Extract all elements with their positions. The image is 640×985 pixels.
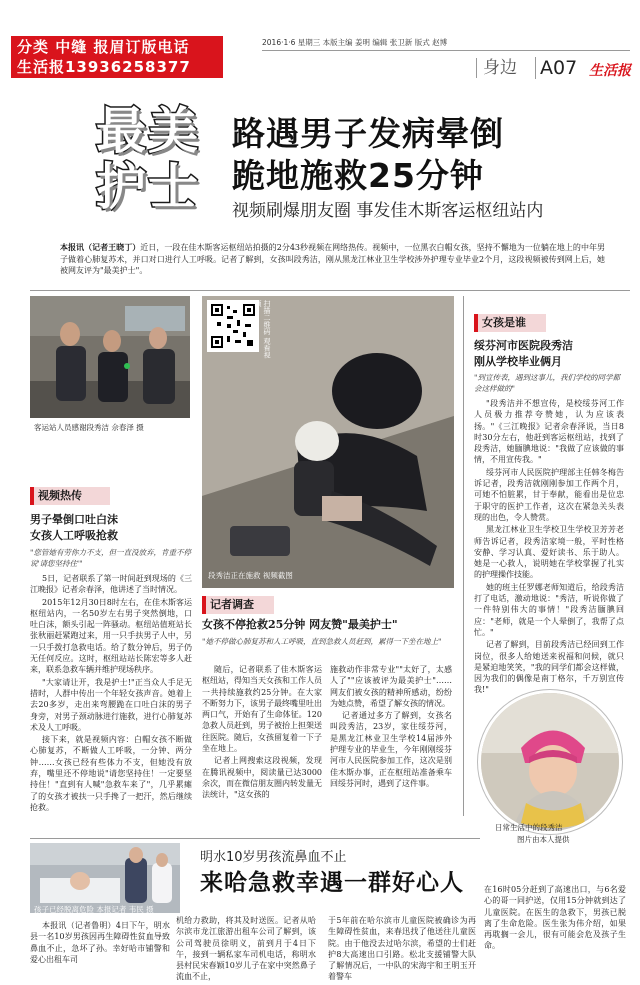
reporter-tag: 记者调查 [202, 596, 274, 614]
stamp-text: 最美护士 [96, 101, 200, 216]
nurse-portrait [478, 690, 622, 834]
ad-line-1: 分类 中缝 报眉订版电话 [17, 38, 190, 56]
video-paragraph: 接下来，就是视频内容：白帽女孩不断做心肺复苏，不断做人工呼吸，一分钟、两分钟……女孩已经有些体力不支，但她没有放弃，嘴里还不停地说"请您坚持住！一定要坚持住！"直到有人喊"急救车来了"，几乎累瘫了的女孩才被扶一只手搀了一把汗，然后继续抢救。 [30, 735, 192, 812]
bottom-headline: 来哈急救幸遇一群好心人 [200, 870, 464, 896]
section-name: 身边 [476, 58, 517, 78]
masthead-rule [262, 50, 630, 51]
bottom-paragraph: 在16时05分赶到了高速出口，与6名爱心的哥一同护送，仅用15分钟就到达了儿童医院。在医生的急救下，男孩已脱离了生命危险。医生张为伟介绍，如果再耽搁一会儿，很有可能会危及孩子生命。 [484, 885, 626, 951]
video-paragraph: 5日，记者联系了第一时间赶到现场的《三江晚报》记者佘春泽，他讲述了当时情况。 [30, 574, 192, 595]
qr-code[interactable] [207, 300, 259, 352]
right-column-divider [463, 296, 464, 816]
girl-title-1: 绥芬河市医院段秀洁 [474, 339, 573, 352]
intro-text: 近日，一段在佳木斯客运枢纽站拍摄的2分43秒视频在网络热传。视频中，一位黑衣白帽女孩，坚持不懈地为一位躺在地上的中年男子做着心肺复苏术，并口对口进行人工呼吸。记者了解到，女孩叫段秀洁，刚从黑龙江林业卫生学校涉外护理专业毕业2个月，这段视频被传到网上后，她被网友评为"最美护士"。 [60, 243, 606, 275]
girl-paragraph: 她的班主任罗娜老师知道后，给段秀洁打了电话，激动地说："秀洁，听说你做了一件特别伟大的事情！"段秀洁腼腆回应："老师，就是一个人晕倒了，我帮了点忙。" [474, 582, 624, 637]
bottom-kicker: 明水10岁男孩流鼻血不止 [200, 850, 347, 865]
qr-code-icon [209, 302, 257, 350]
center-photo-caption: 段秀洁正在施救 视频截图 [208, 571, 293, 580]
girl-title-2: 刚从学校毕业俩月 [474, 355, 562, 368]
girl-paragraph: 记者了解到，目前段秀洁已经回到工作岗位，很多人给她送来祝福和问候，就只是紧迫地笑笑，"我的同学们都会这样做，因为我们的偶像是南丁格尔，千万别宣传我!" [474, 640, 624, 695]
reporter-title: 女孩不停抢救25分钟 网友赞"最美护士" [202, 618, 398, 631]
reporter-col-2 [330, 664, 452, 790]
video-title-1: 男子晕倒口吐白沫 [30, 513, 118, 526]
issue-info: 2016·1·6 星期三 本版主编 姜明 编辑 张卫新 版式 赵博 [262, 38, 448, 47]
girl-paragraph: 黑龙江林业卫生学校卫生学校卫芳芳老师告诉记者，段秀洁家境一般，平时性格安静、学习认真、爱好读书、乐于助人。她是一心救人，说明她在学校掌握了扎实的护理操作技能。 [474, 525, 624, 580]
girl-tag: 女孩是谁 [474, 314, 546, 332]
bottom-story-rule [30, 838, 480, 839]
girl-quote: "到宣传表，遇到这事儿，我们学校的同学都会这样做的" [474, 373, 620, 393]
video-body [30, 573, 192, 814]
video-tag: 视频热传 [30, 487, 110, 505]
portrait-caption-2: 图片由本人提供 [517, 835, 570, 844]
most-beautiful-nurse-stamp [88, 103, 216, 227]
bottom-paragraph: 本报讯（记者鲁明）4日下午，明水县一名10岁男孩因再生障碍性贫血导致鼻血不止，急坏了孙。幸好哈市铺警和爱心出租车司 [30, 921, 170, 964]
headline-line-2: 跪地施救25分钟 [232, 156, 484, 195]
bottom-paragraph: 机给力救助，将其及时送医。记者从哈尔滨市龙江旅游出租车公司了解到，该公司驾驶员徐明义，前到月于4日下午，接到一辆私家车司机电话，称明水县村民宋春颖10岁儿子在家中突然鼻子流血不止， [176, 916, 316, 982]
bottom-paragraph: 于5年前在哈尔滨市儿童医院被确诊为再生障碍性贫血，来春迅找了他送往儿童医院。由于他没去过哈尔滨，希望的士们赶护8大高速出口引路。松北支援铺警大队了解情况后，一中队的宋海宇和王明玉开着警车 [328, 916, 476, 982]
reporter-quote: "她不停做心肺复苏和人工呼吸，直到急救人员赶到，累得一下坐在地上" [202, 637, 442, 646]
bottom-col-2 [176, 915, 316, 984]
bottom-col-1 [30, 920, 170, 966]
intro-byline: 本报讯（记者王晓丁） [60, 242, 141, 252]
reporter-paragraph: 施救动作非常专业""太好了，太感人了""应该被评为最美护士"……网友们被女孩的精神所感动，纷纷为她点赞，希望了解女孩的情况。 [330, 665, 452, 708]
newspaper-logo: 生活报 [589, 63, 631, 79]
girl-paragraph: 绥芬河市人民医院护理部主任韩冬梅告诉记者，段秀洁就刚刚参加工作两个月，可她不怕脏累，甘于奉献，能看出是位忠于职守的医护工作者，这次在紧急关头表现的出色，令人赞赏。 [474, 467, 624, 522]
video-title-2: 女孩人工呼吸抢救 [30, 529, 118, 542]
reporter-paragraph: 随后，记者联系了佳木斯客运枢纽站，得知当天女孩和工作人员一共持续施救约25分钟。在大家不断努力下，该男子最终嘴里吐出两口气，开始有了生命体征。120急救人员赶到，男子被抬上担架送往医院。随后，女孩留复着一下子坐在地上。 [202, 665, 322, 754]
left-photo-caption: 客运站人员感谢段秀洁 佘春泽 摄 [34, 423, 144, 432]
video-paragraph: 2015年12月30日8时左右，在佳木斯客运枢纽站内，一名50岁左右男子突然倒地，口吐白沫，额头引起一阵骚动。枢纽站值班站长张秋丽赶紧跑过来，用一只手扶男子人中，另一只手拨打急救电话。给了数分钟后，男子仍无任何反应。这时，枢纽站站长陈宏等多人赶来，联系急救车辆并维护现场秩序。 [30, 597, 192, 675]
portrait-caption-1: 日常生活中的段秀洁 [495, 823, 563, 832]
headline-line-1: 路遇男子发病晕倒 [232, 114, 504, 153]
station-staff-photo [30, 296, 190, 418]
subheadline: 视频刷爆朋友圈 事发佳木斯客运枢纽站内 [232, 201, 544, 221]
bottom-photo-caption: 孩子已经脱离危险 本报记者 韦民 摄 [34, 905, 154, 914]
bottom-col-4 [484, 884, 626, 953]
hospital-photo [30, 843, 180, 913]
ad-line-2: 生活报13936258377 [17, 58, 191, 76]
intro-rule [30, 290, 630, 291]
video-paragraph: "大家请让开，我是护士!"正当众人手足无措时，人群中传出一个年轻女孩声音。她着上去20多岁，走出来弯腰跪在口吐白沫的男子身旁，对男子颈动脉进行施救，进行心肺复苏术及人工呼吸。 [30, 677, 192, 732]
reporter-col-1 [202, 664, 322, 802]
classified-ad [11, 36, 223, 78]
girl-body [474, 398, 624, 697]
lead-intro [60, 242, 605, 277]
page-number: A07 [535, 57, 577, 79]
reporter-paragraph: 记者通过多方了解到，女孩名叫段秀洁，23岁，家住绥芬河，是黑龙江林业卫生学校14届涉外护理专业的毕业生，今年刚刚绥芬河市人民医院参加工作，这次是别佳木斯办事，正在枢纽站准备乘车回绥芬河时，遇到了这件事。 [330, 711, 452, 788]
qr-caption: 扫描二维码 观看视频 [254, 300, 271, 359]
girl-paragraph: "段秀洁并不想宣传，是校绥芬河工作人员极力推荐夸赞她，认为应该表扬。"《三江晚报》记者佘春泽说，当日8时30分左右，他赶到客运枢纽站，找到了段秀洁，她腼腆地说："我做了应该做的事情，不用宣传我。" [474, 399, 624, 465]
bottom-col-3 [328, 915, 476, 984]
reporter-paragraph: 记者上网搜索这段视频，发现在腾讯视频中，阅读量已达3000余次，而在微信朋友圈内转发量无法统计，"这女孩的 [202, 756, 322, 800]
video-quote: "您管她有劳你力不支，但一直没放弃，肯重不停说'请您坚持住'" [30, 548, 191, 568]
